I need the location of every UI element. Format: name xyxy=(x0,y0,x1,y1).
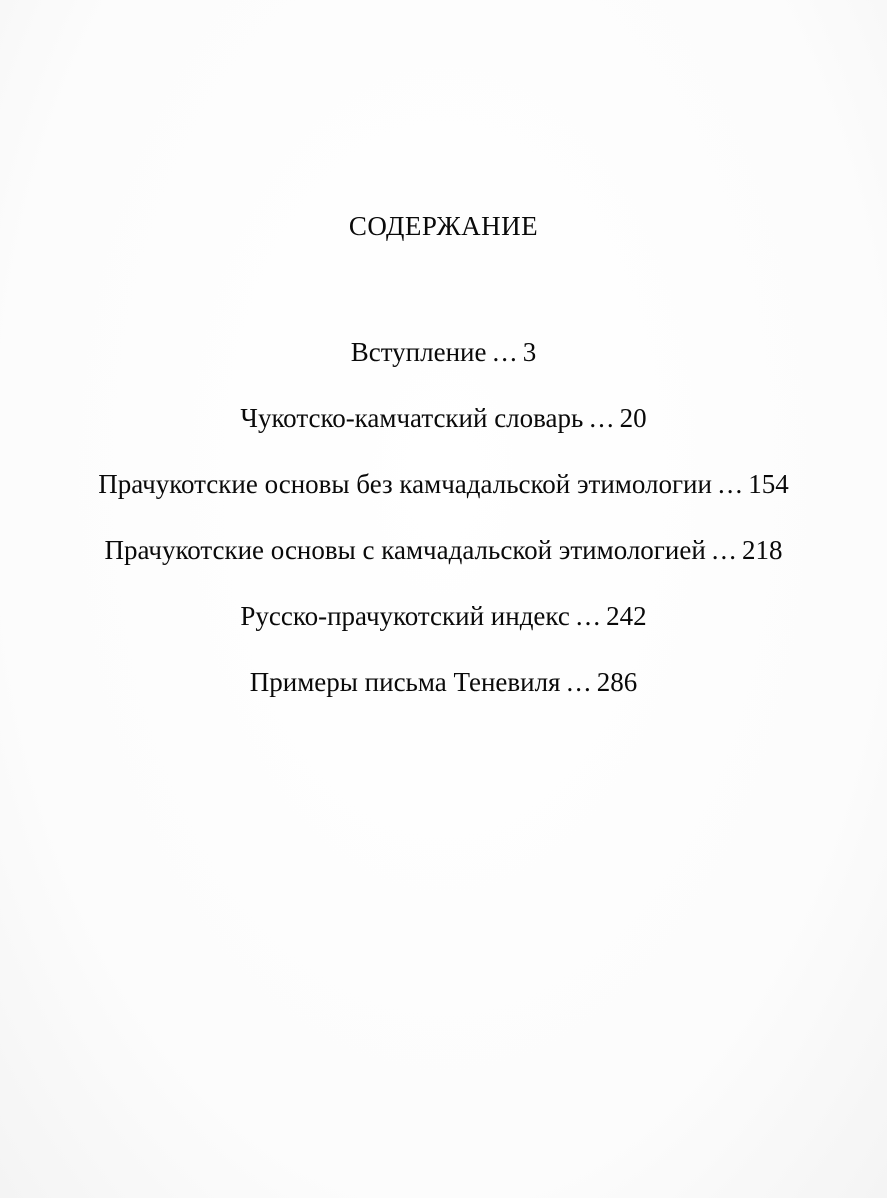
toc-page-number: 3 xyxy=(522,337,537,367)
toc-entry xyxy=(0,469,887,500)
toc-entry xyxy=(0,601,887,632)
toc-entry-title: Чукотско-камчатский словарь xyxy=(240,403,584,433)
toc-page-number: 218 xyxy=(742,535,783,565)
toc-leader: ... xyxy=(717,469,745,499)
toc-leader: ... xyxy=(492,337,519,367)
toc-leader: ... xyxy=(589,403,616,433)
toc-entry xyxy=(0,337,887,368)
toc-entry-title: Русско-прачукотский индекс xyxy=(240,601,570,631)
toc-leader: ... xyxy=(566,667,593,697)
toc-entry-title: Вступление xyxy=(350,337,487,367)
toc-leader: ... xyxy=(575,601,603,631)
toc-page-number: 242 xyxy=(606,601,647,631)
toc-entry-title: Прачукотские основы без камчадальской этимологии xyxy=(98,469,712,499)
toc-entry-title: Примеры письма Теневиля xyxy=(249,667,561,697)
toc-entry xyxy=(0,535,887,566)
toc-leader: ... xyxy=(711,535,739,565)
toc-entry xyxy=(0,667,887,698)
toc-entry-title: Прачукотские основы с камчадальской этимологией xyxy=(104,535,706,565)
toc-page-number: 154 xyxy=(748,469,789,499)
toc-page-number: 20 xyxy=(619,403,647,433)
toc-entry xyxy=(0,403,887,434)
toc-page-number: 286 xyxy=(596,667,638,697)
page-title: СОДЕРЖАНИЕ xyxy=(348,211,539,241)
